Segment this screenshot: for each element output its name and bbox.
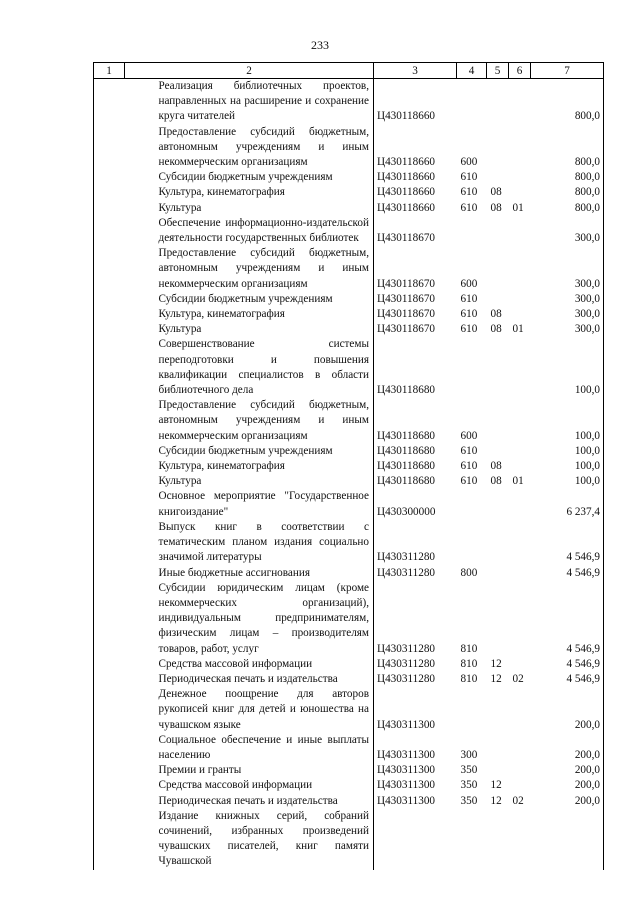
row-section xyxy=(487,398,509,444)
row-subsection xyxy=(509,292,531,307)
header-col-5: 5 xyxy=(487,63,509,79)
row-number-cell xyxy=(94,474,125,489)
row-number-cell xyxy=(94,185,125,200)
row-number-cell xyxy=(94,733,125,763)
table-row xyxy=(94,733,604,763)
row-subsection xyxy=(509,170,531,185)
row-number-cell xyxy=(94,566,125,581)
table-row xyxy=(94,520,604,566)
row-amount: 100,0 xyxy=(531,444,604,459)
row-amount: 4 546,9 xyxy=(531,672,604,687)
row-amount: 800,0 xyxy=(531,185,604,200)
row-subsection: 02 xyxy=(512,794,524,807)
row-section: 08 xyxy=(490,201,502,214)
row-amount: 800,0 xyxy=(531,125,604,171)
row-subsection: 01 xyxy=(512,475,524,488)
row-expense-type xyxy=(457,809,487,870)
row-target-code: Ц430118680 xyxy=(374,459,457,474)
row-name: Культура, кинематография xyxy=(158,460,285,473)
row-expense-type: 350 xyxy=(460,764,478,777)
row-target-code: Ц430300000 xyxy=(374,489,457,519)
row-target-code: Ц430118670 xyxy=(374,322,457,337)
row-name: Периодическая печать и издательства xyxy=(158,794,338,807)
row-amount: 100,0 xyxy=(531,474,604,489)
row-subsection: 02 xyxy=(512,672,524,685)
row-expense-type: 600 xyxy=(460,277,478,290)
row-expense-type: 600 xyxy=(460,156,478,169)
table-row xyxy=(94,566,604,581)
row-expense-type: 600 xyxy=(460,429,478,442)
row-expense-type: 350 xyxy=(460,779,478,792)
row-section: 12 xyxy=(490,657,502,670)
row-name: Предоставление субсидий бюджетным, автономным учреждениям и иным некоммерческим организациям xyxy=(158,399,369,442)
row-amount: 4 546,9 xyxy=(531,520,604,566)
row-subsection xyxy=(509,246,531,292)
row-number-cell xyxy=(94,125,125,171)
row-target-code: Ц430311300 xyxy=(374,794,457,809)
row-amount: 200,0 xyxy=(531,794,604,809)
table-row xyxy=(94,794,604,809)
row-target-code: Ц430118670 xyxy=(374,246,457,292)
table-row xyxy=(94,657,604,672)
row-amount: 200,0 xyxy=(531,763,604,778)
row-section: 12 xyxy=(490,794,502,807)
row-name: Субсидии юридическим лицам (кроме некоммерческих организаций), индивидуальным предпринимателям, физическим лицам – производителям товаров, работ, услуг xyxy=(158,581,369,655)
table-header-row xyxy=(94,63,604,79)
row-target-code: Ц430118670 xyxy=(374,292,457,307)
row-name: Культура xyxy=(158,475,202,488)
row-expense-type: 610 xyxy=(460,292,478,305)
row-target-code: Ц430118670 xyxy=(374,216,457,246)
row-target-code: Ц430311300 xyxy=(374,687,457,733)
row-number-cell xyxy=(94,459,125,474)
row-section xyxy=(487,566,509,581)
row-number-cell xyxy=(94,398,125,444)
row-name: Денежное поощрение для авторов рукописей книг для детей и юношества на чувашском языке xyxy=(158,688,369,731)
row-subsection xyxy=(509,657,531,672)
row-section xyxy=(487,79,509,125)
row-section xyxy=(487,216,509,246)
row-name: Средства массовой информации xyxy=(158,779,313,792)
row-target-code: Ц430311300 xyxy=(374,778,457,793)
row-target-code: Ц430311280 xyxy=(374,672,457,687)
row-target-code: Ц430118660 xyxy=(374,170,457,185)
row-name: Реализация библиотечных проектов, направленных на расширение и сохранение круга читателей xyxy=(158,80,369,123)
table-row xyxy=(94,398,604,444)
row-name: Культура, кинематография xyxy=(158,308,285,321)
table-row xyxy=(94,292,604,307)
table-row xyxy=(94,322,604,337)
row-subsection xyxy=(509,79,531,125)
row-expense-type xyxy=(457,489,487,519)
row-subsection xyxy=(509,337,531,398)
row-section xyxy=(487,170,509,185)
row-section xyxy=(487,809,509,870)
row-number-cell xyxy=(94,292,125,307)
row-amount: 6 237,4 xyxy=(531,489,604,519)
row-subsection xyxy=(509,763,531,778)
row-name: Культура xyxy=(158,201,202,214)
row-name: Субсидии бюджетным учреждениям xyxy=(158,444,333,457)
row-expense-type: 800 xyxy=(460,566,478,579)
table-row xyxy=(94,337,604,398)
row-subsection xyxy=(509,444,531,459)
row-amount: 300,0 xyxy=(531,307,604,322)
row-target-code: Ц430118660 xyxy=(374,185,457,200)
row-target-code: Ц430118660 xyxy=(374,201,457,216)
row-subsection xyxy=(509,459,531,474)
row-section xyxy=(487,337,509,398)
row-target-code: Ц430311280 xyxy=(374,566,457,581)
table-row xyxy=(94,125,604,171)
row-name: Премии и гранты xyxy=(158,764,242,777)
row-name: Иные бюджетные ассигнования xyxy=(158,566,310,579)
row-section xyxy=(487,763,509,778)
table-row xyxy=(94,79,604,125)
row-number-cell xyxy=(94,581,125,657)
row-number-cell xyxy=(94,672,125,687)
row-amount: 4 546,9 xyxy=(531,566,604,581)
row-name: Предоставление субсидий бюджетным, автономным учреждениям и иным некоммерческим организациям xyxy=(158,247,369,290)
row-expense-type: 610 xyxy=(460,308,478,321)
row-number-cell xyxy=(94,489,125,519)
row-subsection xyxy=(509,307,531,322)
page-number: 233 xyxy=(311,38,329,52)
row-number-cell xyxy=(94,307,125,322)
row-subsection xyxy=(509,185,531,200)
header-col-2: 2 xyxy=(125,63,374,79)
table-row xyxy=(94,474,604,489)
table-row xyxy=(94,170,604,185)
table-row xyxy=(94,672,604,687)
row-name: Субсидии бюджетным учреждениям xyxy=(158,171,333,184)
row-expense-type: 300 xyxy=(460,748,478,761)
row-expense-type: 610 xyxy=(460,201,478,214)
row-number-cell xyxy=(94,201,125,216)
row-section xyxy=(487,489,509,519)
row-amount: 200,0 xyxy=(531,778,604,793)
row-name: Совершенствование системы переподготовки и повышения квалификации специалистов в области библиотечного дела xyxy=(158,338,369,397)
row-section: 12 xyxy=(490,779,502,792)
row-expense-type: 810 xyxy=(460,672,478,685)
row-expense-type: 810 xyxy=(460,642,478,655)
row-amount: 4 546,9 xyxy=(531,657,604,672)
row-target-code: Ц430118680 xyxy=(374,398,457,444)
row-expense-type xyxy=(457,337,487,398)
row-number-cell xyxy=(94,337,125,398)
row-subsection xyxy=(509,520,531,566)
row-target-code: Ц430311280 xyxy=(374,581,457,657)
row-amount: 100,0 xyxy=(531,459,604,474)
row-amount: 300,0 xyxy=(531,292,604,307)
row-number-cell xyxy=(94,763,125,778)
row-subsection xyxy=(509,581,531,657)
header-col-6: 6 xyxy=(509,63,531,79)
row-expense-type xyxy=(457,687,487,733)
row-name: Культура, кинематография xyxy=(158,186,285,199)
row-target-code: Ц430118660 xyxy=(374,125,457,171)
header-col-4: 4 xyxy=(457,63,487,79)
row-subsection xyxy=(509,216,531,246)
table-row xyxy=(94,246,604,292)
row-section xyxy=(487,444,509,459)
row-section: 08 xyxy=(490,475,502,488)
row-subsection: 01 xyxy=(512,201,524,214)
header-col-1: 1 xyxy=(94,63,125,79)
row-number-cell xyxy=(94,216,125,246)
row-expense-type: 610 xyxy=(460,323,478,336)
row-expense-type: 610 xyxy=(460,171,478,184)
row-section xyxy=(487,125,509,171)
row-expense-type xyxy=(457,520,487,566)
row-subsection xyxy=(509,809,531,870)
row-target-code: Ц430311280 xyxy=(374,657,457,672)
row-subsection xyxy=(509,778,531,793)
row-expense-type: 610 xyxy=(460,186,478,199)
row-name: Социальное обеспечение и иные выплаты населению xyxy=(158,733,369,761)
row-amount: 4 546,9 xyxy=(531,581,604,657)
row-subsection xyxy=(509,125,531,171)
row-number-cell xyxy=(94,687,125,733)
row-number-cell xyxy=(94,79,125,125)
row-section xyxy=(487,581,509,657)
row-expense-type: 610 xyxy=(460,460,478,473)
row-target-code: Ц430118670 xyxy=(374,307,457,322)
row-subsection xyxy=(509,398,531,444)
row-expense-type: 610 xyxy=(460,444,478,457)
row-amount: 200,0 xyxy=(531,733,604,763)
row-number-cell xyxy=(94,809,125,870)
table-row xyxy=(94,489,604,519)
row-target-code: Ц430311280 xyxy=(374,520,457,566)
row-name: Выпуск книг в соответствии с тематическим планом издания социально значимой литературы xyxy=(158,520,369,564)
header-col-7: 7 xyxy=(531,63,604,79)
row-expense-type xyxy=(457,79,487,125)
row-amount: 800,0 xyxy=(531,170,604,185)
table-row xyxy=(94,216,604,246)
table-row xyxy=(94,307,604,322)
row-amount: 300,0 xyxy=(531,216,604,246)
row-name: Субсидии бюджетным учреждениям xyxy=(158,292,333,305)
row-number-cell xyxy=(94,778,125,793)
budget-table xyxy=(93,62,604,870)
row-expense-type: 810 xyxy=(460,657,478,670)
row-amount xyxy=(531,809,604,870)
row-name: Периодическая печать и издательства xyxy=(158,672,338,685)
table-row xyxy=(94,444,604,459)
row-section: 08 xyxy=(490,186,502,199)
row-target-code: Ц430118660 xyxy=(374,79,457,125)
row-number-cell xyxy=(94,170,125,185)
table-row xyxy=(94,809,604,870)
row-section xyxy=(487,246,509,292)
row-subsection xyxy=(509,733,531,763)
row-target-code: Ц430118680 xyxy=(374,444,457,459)
row-name: Предоставление субсидий бюджетным, автономным учреждениям и иным некоммерческим организациям xyxy=(158,125,369,169)
row-amount: 300,0 xyxy=(531,246,604,292)
row-number-cell xyxy=(94,520,125,566)
row-name: Основное мероприятие "Государственное книгоиздание" xyxy=(158,490,369,518)
row-target-code: Ц430118680 xyxy=(374,337,457,398)
row-amount: 200,0 xyxy=(531,687,604,733)
table-row xyxy=(94,778,604,793)
row-subsection xyxy=(509,687,531,733)
row-section: 08 xyxy=(490,308,502,321)
row-section xyxy=(487,687,509,733)
row-subsection xyxy=(509,566,531,581)
row-target-code xyxy=(374,809,457,870)
row-amount: 100,0 xyxy=(531,398,604,444)
row-name: Обеспечение информационно-издательской деятельности государственных библиотек xyxy=(158,216,369,245)
row-number-cell xyxy=(94,794,125,809)
table-row xyxy=(94,459,604,474)
header-col-3: 3 xyxy=(374,63,457,79)
row-number-cell xyxy=(94,246,125,292)
row-expense-type: 610 xyxy=(460,475,478,488)
row-name: Издание книжных серий, собраний сочинений, избранных произведений чувашских писателей, книг памяти Чувашской xyxy=(158,809,369,868)
row-number-cell xyxy=(94,657,125,672)
table-row xyxy=(94,687,604,733)
row-section xyxy=(487,292,509,307)
table-row xyxy=(94,581,604,657)
row-number-cell xyxy=(94,322,125,337)
row-subsection xyxy=(509,489,531,519)
row-name: Средства массовой информации xyxy=(158,657,313,670)
row-section xyxy=(487,520,509,566)
row-target-code: Ц430311300 xyxy=(374,733,457,763)
row-target-code: Ц430311300 xyxy=(374,763,457,778)
row-amount: 100,0 xyxy=(531,337,604,398)
row-name: Культура xyxy=(158,323,202,336)
row-subsection: 01 xyxy=(512,323,524,336)
table-row xyxy=(94,185,604,200)
table-row xyxy=(94,201,604,216)
row-amount: 800,0 xyxy=(531,79,604,125)
row-number-cell xyxy=(94,444,125,459)
row-target-code: Ц430118680 xyxy=(374,474,457,489)
row-section: 08 xyxy=(490,460,502,473)
row-expense-type xyxy=(457,216,487,246)
table-row xyxy=(94,763,604,778)
row-section: 08 xyxy=(490,323,502,336)
row-section xyxy=(487,733,509,763)
row-amount: 300,0 xyxy=(531,322,604,337)
row-expense-type: 350 xyxy=(460,794,478,807)
row-amount: 800,0 xyxy=(531,201,604,216)
row-section: 12 xyxy=(490,672,502,685)
